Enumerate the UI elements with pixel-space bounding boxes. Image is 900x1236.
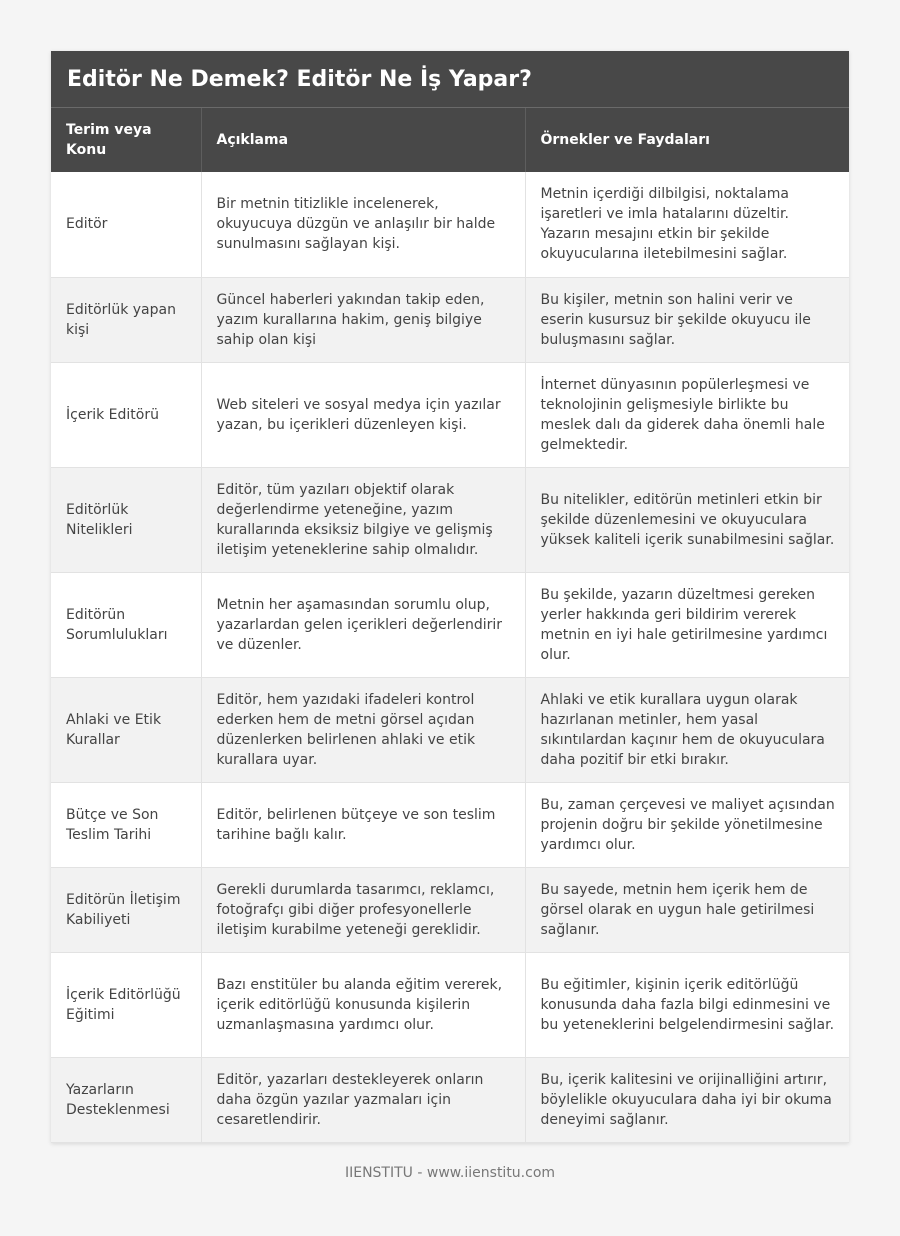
- header-description: Açıklama: [201, 108, 525, 172]
- description-cell: Editör, tüm yazıları objektif olarak değerlendirme yeteneğine, yazım kurallarında eksiksiz bilgiye ve gelişmiş iletişim yeteneklerine sahip olmalıdır.: [201, 467, 525, 572]
- footer-text: IIENSTITU - www.iienstitu.com: [344, 1165, 556, 1181]
- examples-cell: Bu sayede, metnin hem içerik hem de görsel olarak en uygun hale getirilmesi sağlanır.: [525, 867, 849, 952]
- description-cell: Gerekli durumlarda tasarımcı, reklamcı, fotoğrafçı gibi diğer profesyonellerle iletişim kurabilme yeteneği gereklidir.: [201, 867, 525, 952]
- term-cell: Bütçe ve Son Teslim Tarihi: [51, 782, 201, 867]
- examples-cell: Bu, içerik kalitesini ve orijinalliğini artırır, böylelikle okuyuculara daha iyi bir okuma deneyimi sağlanır.: [525, 1057, 849, 1142]
- examples-cell: Bu şekilde, yazarın düzeltmesi gereken yerler hakkında geri bildirim vererek metnin en iyi hale getirilmesine yardımcı olur.: [525, 572, 849, 677]
- page-title: Editör Ne Demek? Editör Ne İş Yapar?: [51, 51, 849, 108]
- description-cell: Editör, yazarları destekleyerek onların daha özgün yazılar yazmaları için cesaretlendirir.: [201, 1057, 525, 1142]
- term-cell: Ahlaki ve Etik Kurallar: [51, 677, 201, 782]
- table-row: [51, 172, 849, 277]
- table-row: [51, 782, 849, 867]
- table-row: [51, 952, 849, 1057]
- term-cell: İçerik Editörü: [51, 362, 201, 467]
- table-row: [51, 362, 849, 467]
- description-cell: Bazı enstitüler bu alanda eğitim vererek, içerik editörlüğü konusunda kişilerin uzmanlaşmasına yardımcı olur.: [201, 952, 525, 1057]
- examples-cell: Bu, zaman çerçevesi ve maliyet açısından projenin doğru bir şekilde yönetilmesine yardımcı olur.: [525, 782, 849, 867]
- description-cell: Güncel haberleri yakından takip eden, yazım kurallarına hakim, geniş bilgiye sahip olan kişi: [201, 277, 525, 362]
- term-cell: Yazarların Desteklenmesi: [51, 1057, 201, 1142]
- term-cell: Editörlük Nitelikleri: [51, 467, 201, 572]
- description-cell: Bir metnin titizlikle incelenerek, okuyucuya düzgün ve anlaşılır bir halde sunulmasını sağlayan kişi.: [201, 172, 525, 277]
- header-examples: Örnekler ve Faydaları: [525, 108, 849, 172]
- examples-cell: Ahlaki ve etik kurallara uygun olarak hazırlanan metinler, hem yasal sıkıntılardan kaçınır hem de okuyuculara daha pozitif bir etki bırakır.: [525, 677, 849, 782]
- examples-cell: Bu kişiler, metnin son halini verir ve eserin kusursuz bir şekilde okuyucu ile buluşmasını sağlar.: [525, 277, 849, 362]
- table-row: [51, 572, 849, 677]
- description-cell: Web siteleri ve sosyal medya için yazılar yazan, bu içerikleri düzenleyen kişi.: [201, 362, 525, 467]
- examples-cell: İnternet dünyasının popülerleşmesi ve teknolojinin gelişmesiyle birlikte bu meslek dalı da giderek daha önemli hale gelmektedir.: [525, 362, 849, 467]
- examples-cell: Bu eğitimler, kişinin içerik editörlüğü konusunda daha fazla bilgi edinmesini ve bu yeteneklerini belgelendirmesini sağlar.: [525, 952, 849, 1057]
- description-cell: Editör, belirlenen bütçeye ve son teslim tarihine bağlı kalır.: [201, 782, 525, 867]
- term-cell: Editörün İletişim Kabiliyeti: [51, 867, 201, 952]
- table-row: [51, 277, 849, 362]
- table-row: [51, 467, 849, 572]
- examples-cell: Bu nitelikler, editörün metinleri etkin bir şekilde düzenlemesini ve okuyuculara yüksek kaliteli içerik sunabilmesini sağlar.: [525, 467, 849, 572]
- content-card: [51, 51, 849, 1143]
- table-header-row: [51, 108, 849, 172]
- table-row: [51, 867, 849, 952]
- table-row: [51, 1057, 849, 1142]
- table-row: [51, 677, 849, 782]
- term-cell: İçerik Editörlüğü Eğitimi: [51, 952, 201, 1057]
- term-cell: Editörlük yapan kişi: [51, 277, 201, 362]
- header-term: Terim veya Konu: [51, 108, 201, 172]
- examples-cell: Metnin içerdiği dilbilgisi, noktalama işaretleri ve imla hatalarını düzeltir. Yazarın mesajını etkin bir şekilde okuyucularına iletebilmesini sağlar.: [525, 172, 849, 277]
- term-cell: Editörün Sorumlulukları: [51, 572, 201, 677]
- term-cell: Editör: [51, 172, 201, 277]
- description-cell: Metnin her aşamasından sorumlu olup, yazarlardan gelen içerikleri değerlendirir ve düzenler.: [201, 572, 525, 677]
- description-cell: Editör, hem yazıdaki ifadeleri kontrol ederken hem de metni görsel açıdan düzenlerken belirlenen ahlaki ve etik kurallara uyar.: [201, 677, 525, 782]
- info-table: [51, 108, 849, 1143]
